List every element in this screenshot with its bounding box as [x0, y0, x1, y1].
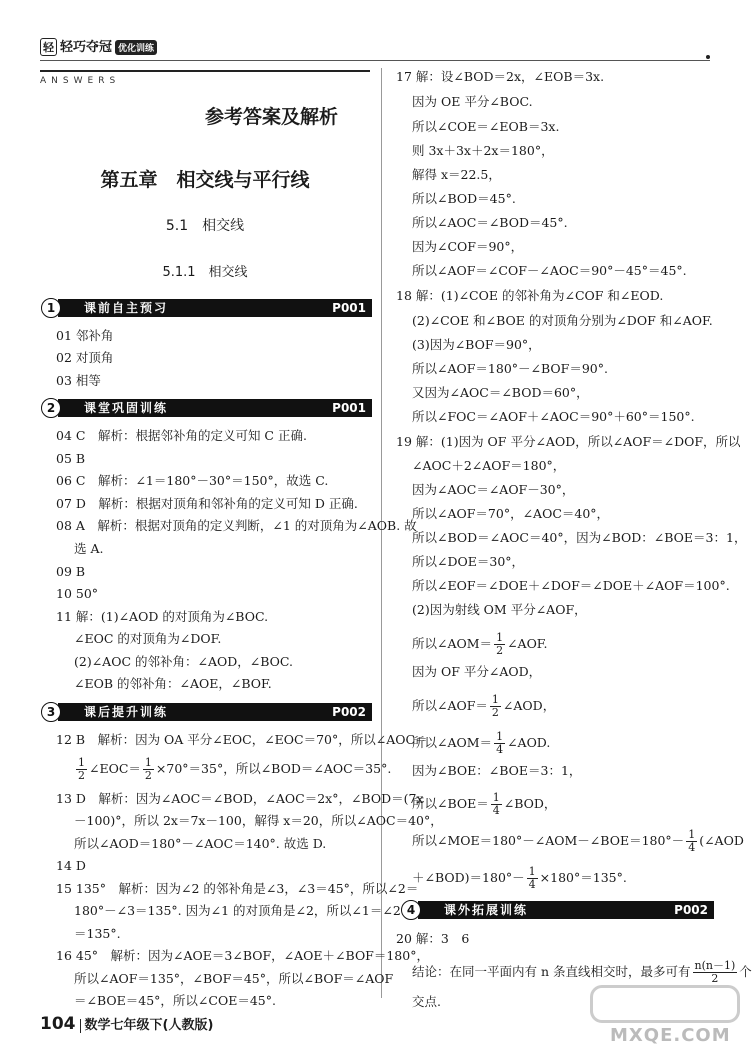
brand-name: 轻巧夺冠	[60, 40, 113, 55]
answer-line: 所以∠DOE＝30°，	[412, 554, 525, 569]
brand-subtitle: 优化训练	[115, 40, 157, 55]
fraction-quarter: $\frac{1}{4}$	[528, 865, 536, 891]
fraction-formula: $\frac{n(n-1)}{2}$	[694, 959, 736, 985]
answer-line: 因为∠COF＝90°，	[412, 239, 524, 254]
answer-line: 交点.	[412, 994, 441, 1009]
page-number: 104	[40, 1014, 76, 1034]
answer-line: 13 D 解析：因为∠AOC＝∠BOD，∠AOC＝2x°，∠BOD＝(7x	[56, 791, 424, 806]
fraction-half: $\frac{1}{2}$	[491, 693, 499, 719]
answer-line: (2)∠COE 和∠BOE 的对顶角分别为∠DOF 和∠AOF.	[412, 313, 713, 328]
answer-line: 因为∠BOE：∠BOE＝3：1，	[412, 763, 582, 778]
page-title: 参考答案及解析	[204, 106, 338, 128]
answer-line: 11 解：(1)∠AOD 的对顶角为∠BOC.	[56, 609, 269, 624]
answer-line-with-fraction: 所以∠AOM＝ $\frac{1}{4}$ ∠AOD.	[412, 730, 551, 756]
brand-icon: 轻	[40, 38, 57, 56]
fraction-quarter: $\frac{1}{4}$	[496, 730, 504, 756]
answer-line-with-fraction: ＋∠BOD)＝180°－ $\frac{1}{4}$ ×180°＝135°.	[412, 865, 627, 891]
answer-line: ＝∠BOE＝45°，所以∠COE＝45°.	[74, 993, 276, 1008]
answer-line: 解得 x＝22.5，	[412, 167, 501, 182]
band-page: P001	[332, 401, 366, 415]
band-page: P002	[332, 705, 366, 719]
fraction-half: $\frac{1}{2}$	[144, 756, 152, 782]
fraction-quarter: $\frac{1}{4}$	[688, 828, 696, 854]
band-page: P002	[674, 903, 708, 917]
band-number: 1	[41, 298, 61, 318]
answer-line: 所以∠AOF＝70°，∠AOC＝40°，	[412, 506, 610, 521]
answer-line: －100)°，所以 2x＝7x－100，解得 x＝20，所以∠AOC＝40°，	[74, 813, 443, 828]
answer-line: 12 B 解析：因为 OA 平分∠EOC，∠EOC＝70°，所以∠AOC＝	[56, 732, 428, 747]
answer-line: 所以∠AOD＝180°－∠AOC＝140°. 故选 D.	[74, 836, 327, 851]
band-number: 3	[41, 702, 61, 722]
answer-line: 180°－∠3＝135°. 因为∠1 的对顶角是∠2，所以∠1＝∠2	[74, 903, 401, 918]
answer-line: 06 C 解析：∠1＝180°－30°＝150°，故选 C.	[56, 473, 329, 488]
answer-line: 所以∠AOF＝135°，∠BOF＝45°，所以∠BOF＝∠AOF	[74, 971, 394, 986]
answer-line-with-fraction: 所以∠AOF＝ $\frac{1}{2}$ ∠AOD，	[412, 693, 556, 719]
band-label: 课后提升训练	[84, 705, 169, 719]
answer-line: 所以∠AOF＝180°－∠BOF＝90°.	[412, 361, 608, 376]
answer-line-with-fraction: 所以∠BOE＝ $\frac{1}{4}$ ∠BOD，	[412, 791, 557, 817]
answer-line-with-fraction: 所以∠AOM＝ $\frac{1}{2}$ ∠AOF.	[412, 631, 548, 657]
band-label: 课堂巩固训练	[84, 401, 169, 415]
answer-line: 则 3x＋3x＋2x＝180°，	[412, 143, 554, 158]
answers-rule	[40, 70, 370, 72]
answer-line-with-fraction: 所以∠MOE＝180°－∠AOM－∠BOE＝180°－ $\frac{1}{4}$ (∠AOD	[412, 828, 744, 854]
watermark-logo	[590, 985, 740, 1023]
answer-line-with-fraction: 结论：在同一平面内有 n 条直线相交时，最多可有 $\frac{n(n-1)}{2}$ 个	[412, 959, 752, 985]
answer-line: 所以∠FOC＝∠AOF＋∠AOC＝90°＋60°＝150°.	[412, 409, 695, 424]
band-classroom	[46, 399, 372, 417]
answer-line: 所以∠BOD＝45°.	[412, 191, 516, 206]
answer-line: 所以∠BOD＝∠AOC＝40°，因为∠BOD：∠BOE＝3：1，	[412, 530, 747, 545]
watermark	[590, 985, 740, 1055]
answer-line: 所以∠EOF＝∠DOE＋∠DOF＝∠DOE＋∠AOF＝100°.	[412, 578, 730, 593]
answer-line: 所以∠AOC＝∠BOD＝45°.	[412, 215, 568, 230]
answer-line: (2)因为射线 OM 平分∠AOF，	[412, 602, 587, 617]
book-title: 数学七年级下(人教版)	[84, 1018, 214, 1033]
footer-divider	[80, 1019, 81, 1033]
watermark-url: MXQE.COM	[610, 1025, 731, 1046]
subsection-title: 5.1.1 相交线	[162, 265, 248, 280]
answer-line-with-fraction: $\frac{1}{2}$ ∠EOC＝ $\frac{1}{2}$ ×70°＝35°，所以∠BOD＝∠AOC＝35°.	[78, 756, 392, 782]
answer-line: ＝135°.	[74, 926, 121, 941]
answer-line: 因为 OE 平分∠BOC.	[412, 94, 533, 109]
answers-tag: ANSWERS	[40, 76, 121, 86]
band-preview	[46, 299, 372, 317]
answer-line: 又因为∠AOC＝∠BOD＝60°，	[412, 385, 589, 400]
band-after-class	[46, 703, 372, 721]
section-title: 5.1 相交线	[165, 218, 245, 234]
answer-line: 07 D 解析：根据对顶角和邻补角的定义可知 D 正确.	[56, 496, 358, 511]
answer-line: 01 邻补角	[56, 328, 114, 343]
band-page: P001	[332, 301, 366, 315]
answer-line: 因为 OF 平分∠AOD，	[412, 664, 542, 679]
fraction-half: $\frac{1}{2}$	[78, 756, 85, 782]
answer-line: ∠EOB 的邻补角：∠AOE，∠BOF.	[74, 676, 272, 691]
page-footer	[40, 1014, 213, 1034]
answer-line: 05 B	[56, 451, 86, 466]
answer-line: 10 50°	[56, 586, 99, 601]
fraction-half: $\frac{1}{2}$	[496, 631, 504, 657]
header-dot	[706, 55, 710, 59]
answer-line: 17 解：设∠BOD＝2x，∠EOB＝3x.	[396, 69, 605, 84]
answer-line: (2)∠AOC 的邻补角：∠AOD，∠BOC.	[74, 654, 293, 669]
chapter-title: 第五章 相交线与平行线	[100, 169, 310, 191]
answer-line: 因为∠AOC＝∠AOF－30°，	[412, 482, 575, 497]
answer-line: 02 对顶角	[56, 350, 114, 365]
band-label: 课外拓展训练	[444, 903, 529, 917]
answer-line: 03 相等	[56, 373, 101, 388]
answer-line: ∠AOC＋2∠AOF＝180°，	[412, 458, 566, 473]
answer-line: 04 C 解析：根据邻补角的定义可知 C 正确.	[56, 428, 307, 443]
band-number: 2	[41, 398, 61, 418]
answer-line: 所以∠AOF＝∠COF－∠AOC＝90°－45°＝45°.	[412, 263, 687, 278]
answer-line: 选 A.	[74, 541, 104, 556]
answer-line: 20 解：3 6	[396, 931, 470, 946]
brand-logo	[40, 36, 157, 56]
answer-line: (3)因为∠BOF＝90°，	[412, 337, 541, 352]
answer-line: 09 B	[56, 564, 86, 579]
answer-line: 14 D	[56, 858, 86, 873]
answer-line: 所以∠COE＝∠EOB＝3x.	[412, 119, 560, 134]
answer-line: 19 解：(1)因为 OF 平分∠AOD，所以∠AOF＝∠DOF，所以	[396, 434, 741, 449]
header-rule	[40, 60, 710, 61]
answer-line: 08 A 解析：根据对顶角的定义判断，∠1 的对顶角为∠AOB. 故	[56, 518, 417, 533]
answer-line: ∠EOC 的对顶角为∠DOF.	[74, 631, 222, 646]
answer-line: 15 135° 解析：因为∠2 的邻补角是∠3，∠3＝45°，所以∠2＝	[56, 881, 419, 896]
band-number: 4	[401, 900, 421, 920]
band-extension	[406, 901, 714, 919]
band-label: 课前自主预习	[84, 301, 169, 315]
fraction-quarter: $\frac{1}{4}$	[492, 791, 500, 817]
answer-line: 18 解：(1)∠COE 的邻补角为∠COF 和∠EOD.	[396, 288, 664, 303]
answer-line: 16 45° 解析：因为∠AOE＝3∠BOF，∠AOE＋∠BOF＝180°，	[56, 948, 429, 963]
